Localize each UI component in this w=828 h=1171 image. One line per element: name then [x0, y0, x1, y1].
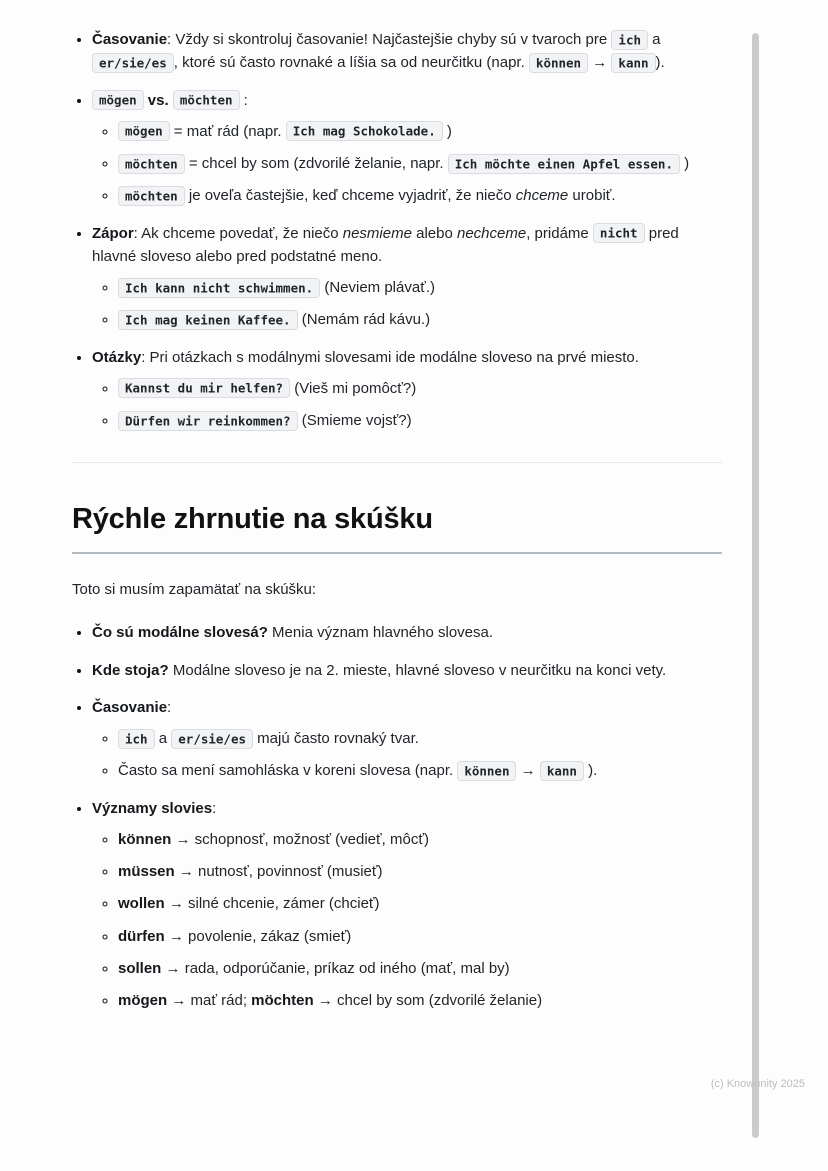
italic-segment: nechceme [457, 224, 527, 242]
bold-segment: vs. [143, 91, 173, 109]
bold-segment: Časovanie [92, 698, 168, 716]
sub-list-item [118, 120, 722, 143]
text-segment: : [167, 698, 172, 716]
list-item-text [92, 222, 722, 269]
bold-segment: Kde stoja? [92, 661, 169, 679]
text-segment: majú často rovnaký tvar. [253, 730, 419, 748]
list-item [92, 696, 722, 783]
text-segment: → nutnosť, povinnosť (musieť) [174, 863, 383, 881]
text-segment: Toto si musím zapamätať na skúšku: [72, 581, 317, 599]
bold-segment: müssen [118, 863, 175, 881]
list-item-text [92, 659, 722, 682]
text-segment: je oveľa častejšie, keď chceme vyjadriť, že niečo [184, 187, 516, 205]
bold-segment: Časovanie [92, 31, 168, 48]
code-chip: mögen [118, 121, 170, 141]
text-segment: Často sa mení samohláska v koreni slovesa (napr. [118, 762, 458, 780]
text-segment: → silné chcenie, zámer (chcieť) [164, 895, 380, 913]
text-segment: = mať rád (napr. [169, 122, 286, 140]
list-item [92, 222, 722, 332]
code-chip: er/sie/es [171, 729, 253, 749]
text-segment: = chcel by som (zdvorilé želanie, napr. [184, 155, 448, 172]
sub-list-item [118, 152, 722, 175]
code-chip: können [529, 53, 588, 73]
text-segment: urobiť. [568, 187, 616, 205]
italic-segment: chceme [515, 187, 569, 205]
text-segment: : Pri otázkach s modálnymi slovesami ide modálne sloveso na prvé miesto. [141, 348, 639, 366]
code-chip: Kannst du mir helfen? [118, 378, 290, 398]
bold-segment: Čo sú modálne slovesá? [92, 624, 268, 642]
text-segment: → povolenie, zákaz (smieť) [164, 927, 352, 945]
bullet-list [72, 621, 722, 1012]
text-segment: → rada, odporúčanie, príkaz od iného (mať, mal by) [161, 959, 510, 977]
text-segment: , ktoré sú často rovnaké a líšia sa od neurčitku (napr. [173, 54, 529, 72]
sub-list-item [118, 276, 722, 299]
list-item-text [92, 797, 722, 820]
text-segment: Modálne sloveso je na 2. mieste, hlavné sloveso v neurčitku na konci vety. [168, 661, 667, 679]
text-segment: : [212, 799, 217, 817]
code-chip: kann [540, 761, 584, 781]
bold-segment: mögen [118, 992, 168, 1010]
text-segment: → chcel by som (zdvorilé želanie) [313, 992, 543, 1010]
code-chip: Ich mag Schokolade. [286, 121, 443, 141]
list-item-text [92, 696, 722, 719]
sub-bullet-list [92, 727, 722, 783]
text-segment: (Smieme vojsť?) [297, 412, 412, 429]
code-chip: möchten [118, 154, 185, 174]
code-chip: mögen [92, 90, 144, 110]
sub-list-item [118, 409, 722, 432]
sub-list-item [118, 184, 722, 207]
italic-segment: nesmieme [342, 224, 412, 242]
sub-bullet-list [92, 377, 722, 433]
list-item [92, 621, 722, 644]
bold-segment: wollen [118, 895, 165, 913]
text-segment: (Nemám rád kávu.) [297, 311, 431, 329]
bold-segment: möchten [251, 992, 314, 1010]
text-segment: , pridáme [526, 224, 593, 242]
sub-list-item [118, 892, 722, 915]
text-segment: : Vždy si skontroluj časovanie! Najčastejšie chyby sú v tvaroch pre [167, 31, 612, 48]
sub-list-item [118, 377, 722, 400]
section-heading: Rýchle zhrnutie na skúšku [72, 497, 722, 554]
code-chip: ich [611, 30, 648, 50]
sub-list-item [118, 828, 722, 851]
list-item-text [92, 346, 722, 369]
sub-list-item [118, 925, 722, 948]
sub-list-item [118, 860, 722, 883]
bold-segment: Významy slovies [92, 799, 213, 817]
bold-segment: Zápor [92, 224, 134, 242]
text-segment: (Vieš mi pomôcť?) [290, 379, 417, 397]
text-segment: ) [679, 155, 690, 172]
bold-segment: dürfen [118, 927, 165, 945]
scrollbar-thumb[interactable] [752, 33, 759, 1138]
text-segment: : [239, 91, 248, 109]
text-segment: alebo [411, 224, 457, 242]
section-divider [72, 462, 722, 463]
code-chip: kann [611, 53, 655, 73]
text-segment: (Neviem plávať.) [320, 279, 435, 296]
code-chip: Dürfen wir reinkommen? [118, 411, 298, 431]
text-segment: pred hlavné sloveso alebo pred podstatné meno. [92, 224, 679, 265]
text-segment: ) [442, 122, 452, 140]
list-item-text [92, 28, 722, 75]
list-item [92, 28, 722, 75]
list-item [92, 346, 722, 433]
text-segment: ). [655, 54, 665, 72]
text-segment: ). [583, 762, 598, 780]
sub-list-item [118, 308, 722, 331]
watermark: (c) Knowunity 2025 [710, 1078, 805, 1090]
list-item-text [92, 89, 722, 112]
sub-list-item [118, 759, 722, 782]
code-chip: können [457, 761, 516, 781]
text-segment: a [154, 730, 172, 748]
sub-bullet-list [92, 120, 722, 208]
paragraph [72, 578, 722, 601]
sub-bullet-list [92, 828, 722, 1013]
list-item-text [92, 621, 722, 644]
code-chip: Ich kann nicht schwimmen. [118, 278, 320, 298]
code-chip: Ich mag keinen Kaffee. [118, 310, 298, 330]
sub-list-item [118, 957, 722, 980]
text-segment: Menia význam hlavného slovesa. [267, 624, 494, 642]
code-chip: möchten [173, 90, 240, 110]
text-segment: a [648, 31, 661, 48]
list-item [92, 89, 722, 208]
bold-segment: können [118, 830, 172, 848]
text-segment: → [588, 54, 612, 72]
code-chip: nicht [593, 223, 645, 243]
text-segment: → mať rád; [167, 992, 252, 1010]
bold-segment: sollen [118, 959, 162, 977]
document-body [72, 28, 722, 1026]
list-item [92, 659, 722, 682]
code-chip: möchten [118, 186, 185, 206]
code-chip: Ich möchte einen Apfel essen. [448, 154, 680, 174]
bullet-list [72, 28, 722, 432]
text-segment: → schopnosť, možnosť (vedieť, môcť) [171, 830, 429, 848]
sub-list-item [118, 727, 722, 750]
list-item [92, 797, 722, 1013]
sub-bullet-list [92, 276, 722, 332]
code-chip: er/sie/es [92, 53, 174, 73]
code-chip: ich [118, 729, 155, 749]
bold-segment: Otázky [92, 348, 142, 366]
text-segment: : Ak chceme povedať, že niečo [133, 224, 343, 242]
sub-list-item [118, 989, 722, 1012]
text-segment: → [516, 762, 540, 780]
